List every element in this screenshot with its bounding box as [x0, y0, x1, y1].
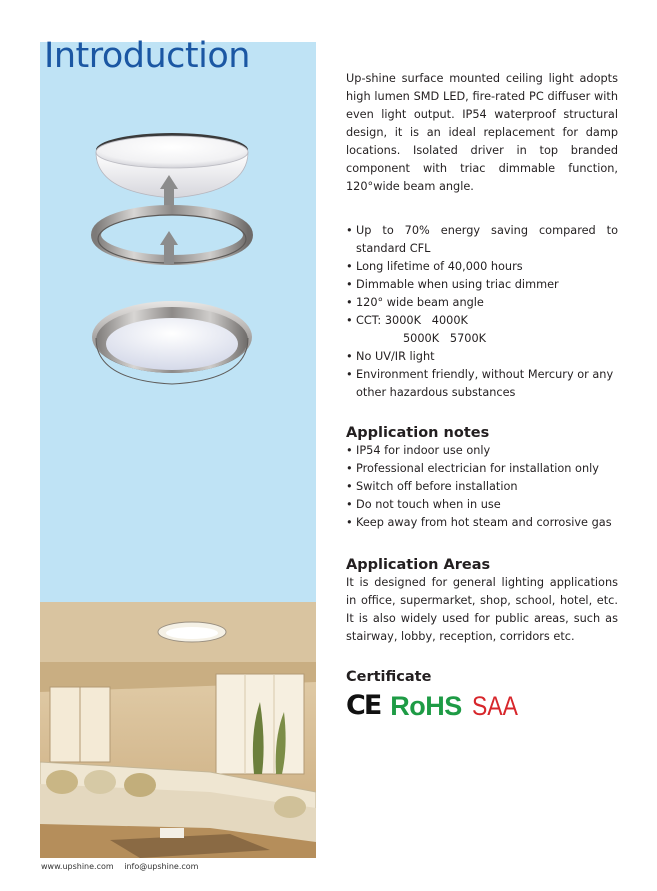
page-title: Introduction: [44, 36, 250, 76]
list-item: • Long lifetime of 40,000 hours: [346, 258, 618, 276]
application-notes-heading: Application notes: [346, 425, 490, 441]
list-item: • IP54 for indoor use only: [346, 442, 618, 460]
cct-label: CCT:: [356, 314, 382, 327]
lamp-body: [92, 301, 252, 384]
list-item: • Keep away from hot steam and corrosive gas: [346, 514, 618, 532]
email-link[interactable]: info@upshine.com: [124, 862, 199, 871]
list-item: • 120° wide beam angle: [346, 294, 618, 312]
list-item: • Up to 70% energy saving compared to standard CFL: [346, 222, 618, 258]
list-item: • No UV/IR light: [346, 348, 618, 366]
cct-values-row2: 5000K 5700K: [403, 332, 487, 345]
product-exploded-illustration: [40, 42, 316, 602]
list-item: • Dimmable when using triac dimmer: [346, 276, 618, 294]
list-item: • Professional electrician for installation only: [346, 460, 618, 478]
saa-mark: SAA: [471, 691, 518, 721]
ce-mark: CE: [346, 690, 381, 721]
rohs-mark: RoHS: [390, 691, 462, 721]
content-column: [346, 70, 618, 722]
list-item: • Do not touch when in use: [346, 496, 618, 514]
intro-paragraph: Up-shine surface mounted ceiling light adopts high lumen SMD LED, fire-rated PC diffuser with even light output. IP54 waterproof structural design, it is an ideal replacement for damp locations. Isolated driver in top branded component with triac dimmable function, 120°wide beam angle.: [346, 72, 618, 193]
list-item: • Environment friendly, without Mercury or any other hazardous substances: [346, 366, 618, 402]
cct-values-row1: 3000K 4000K: [384, 314, 468, 327]
list-item: [346, 312, 618, 348]
certificate-marks: [346, 690, 618, 722]
feature-list: [346, 222, 618, 402]
application-areas-heading: Application Areas: [346, 557, 491, 573]
list-item: • Switch off before installation: [346, 478, 618, 496]
application-areas-text: It is designed for general lighting applications in office, supermarket, shop, school, hotel, etc. It is also widely used for public areas, such as stairway, lobby, reception, corridors etc.: [346, 576, 618, 643]
website-link[interactable]: www.upshine.com: [41, 862, 114, 871]
footer: [41, 862, 198, 871]
certificate-heading: Certificate: [346, 669, 432, 685]
room-interior-photo: [40, 602, 316, 858]
application-notes-list: [346, 442, 618, 532]
